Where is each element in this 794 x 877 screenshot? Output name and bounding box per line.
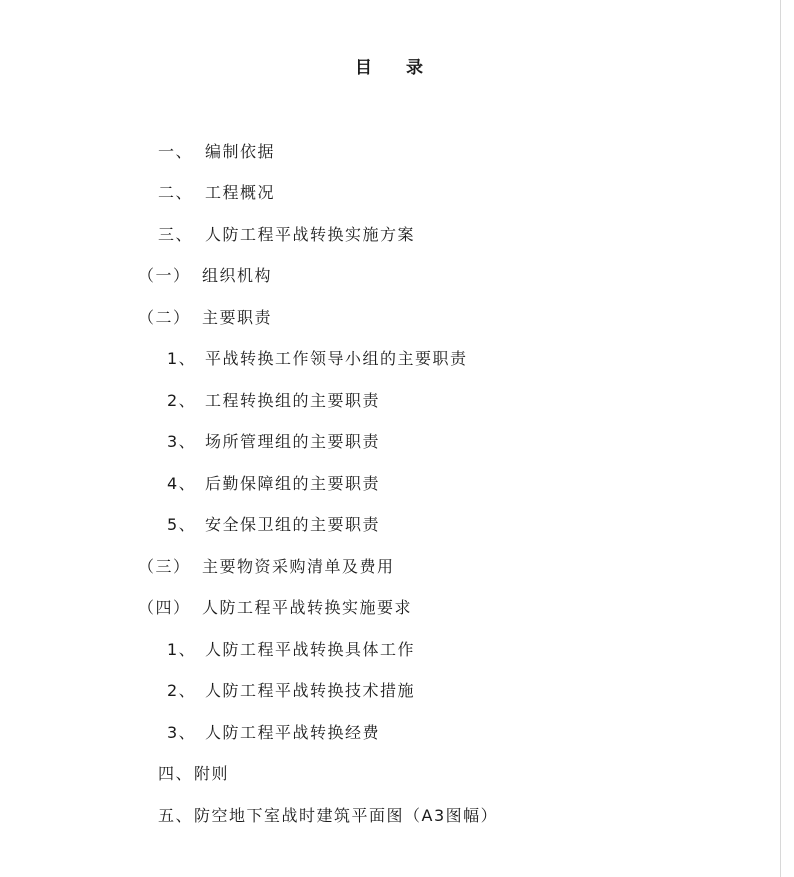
toc-item-9[interactable]	[167, 472, 380, 496]
toc-item-17[interactable]	[158, 804, 498, 828]
toc-item-label: 后勤保障组的主要职责	[205, 474, 381, 493]
toc-item-14[interactable]	[167, 679, 415, 703]
toc-item-label: 人防工程平战转换技术措施	[205, 681, 416, 700]
toc-item-12[interactable]	[138, 596, 412, 620]
toc-item-number: 3、	[167, 432, 197, 451]
toc-item-6[interactable]	[167, 347, 468, 371]
toc-item-label: 人防工程平战转换具体工作	[205, 640, 416, 659]
toc-item-label: 人防工程平战转换实施方案	[205, 225, 416, 244]
toc-item-label: 主要职责	[202, 308, 273, 327]
toc-item-label: 人防工程平战转换实施要求	[202, 598, 413, 617]
toc-item-label: 平战转换工作领导小组的主要职责	[205, 349, 468, 368]
toc-item-number: （二）	[138, 308, 191, 327]
toc-item-label: 附则	[194, 764, 230, 783]
toc-item-number: 1、	[167, 640, 197, 659]
toc-item-label: 组织机构	[202, 266, 273, 285]
page-title	[0, 56, 780, 80]
toc-item-3[interactable]	[158, 223, 415, 247]
toc-item-label: 防空地下室战时建筑平面图（A3图幅）	[194, 806, 499, 825]
toc-item-number: 四、	[158, 764, 194, 783]
toc-item-10[interactable]	[167, 513, 380, 537]
title-char-2: 录	[406, 58, 425, 78]
toc-item-number: 三、	[158, 225, 194, 244]
toc-item-2[interactable]	[158, 181, 275, 205]
toc-item-label: 场所管理组的主要职责	[205, 432, 381, 451]
toc-item-13[interactable]	[167, 638, 415, 662]
toc-item-label: 编制依据	[205, 142, 276, 161]
toc-item-15[interactable]	[167, 721, 380, 745]
toc-item-label: 工程转换组的主要职责	[205, 391, 381, 410]
toc-item-11[interactable]	[138, 555, 395, 579]
toc-item-number: 一、	[158, 142, 194, 161]
toc-item-number: （四）	[138, 598, 191, 617]
toc-item-number: 3、	[167, 723, 197, 742]
page-edge-divider	[780, 0, 781, 877]
toc-item-label: 人防工程平战转换经费	[205, 723, 381, 742]
toc-item-16[interactable]	[158, 762, 229, 786]
toc-item-5[interactable]	[138, 306, 272, 330]
toc-item-number: （一）	[138, 266, 191, 285]
toc-item-4[interactable]	[138, 264, 272, 288]
toc-item-1[interactable]	[158, 140, 275, 164]
toc-item-8[interactable]	[167, 430, 380, 454]
toc-item-7[interactable]	[167, 389, 380, 413]
toc-item-number: 五、	[158, 806, 194, 825]
toc-item-number: 2、	[167, 681, 197, 700]
toc-item-number: 2、	[167, 391, 197, 410]
toc-item-number: 1、	[167, 349, 197, 368]
title-char-1: 目	[355, 58, 374, 78]
toc-item-label: 工程概况	[205, 183, 276, 202]
toc-item-number: 4、	[167, 474, 197, 493]
toc-item-number: 二、	[158, 183, 194, 202]
toc-item-number: （三）	[138, 557, 191, 576]
toc-item-number: 5、	[167, 515, 197, 534]
toc-item-label: 安全保卫组的主要职责	[205, 515, 381, 534]
toc-item-label: 主要物资采购清单及费用	[202, 557, 395, 576]
